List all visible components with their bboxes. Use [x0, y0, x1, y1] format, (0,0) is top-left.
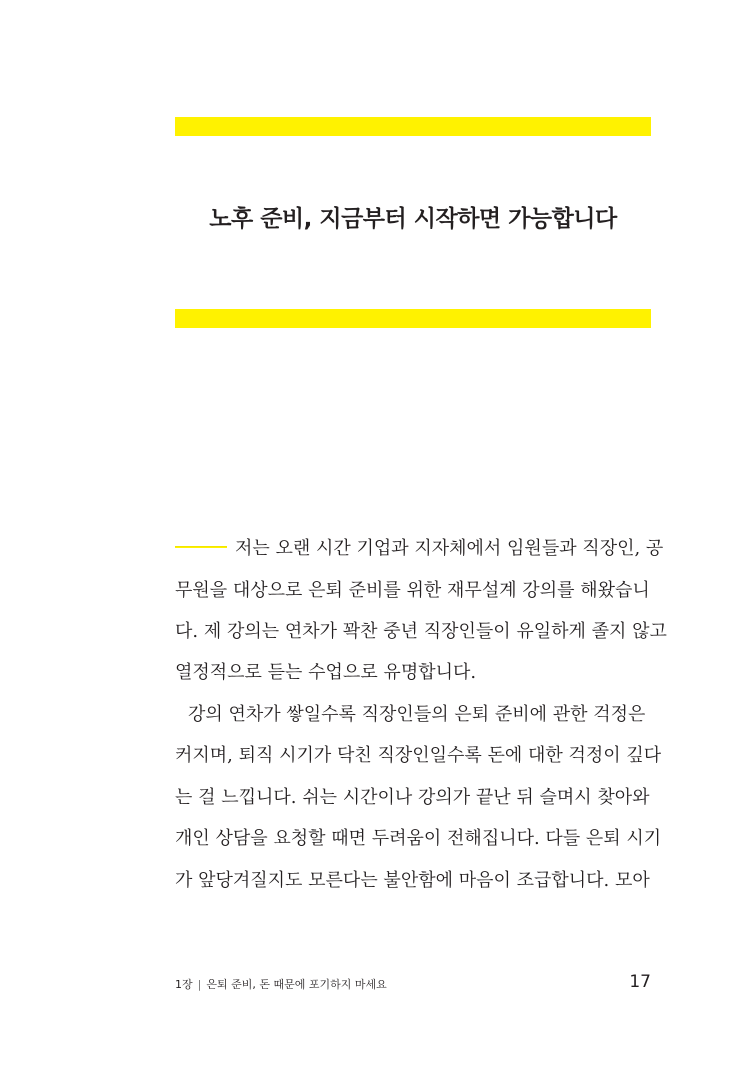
body-line: 가 앞당겨질지도 모른다는 불안함에 마음이 조급합니다. 모아 — [175, 870, 650, 891]
page-footer — [175, 972, 651, 996]
body-line: 개인 상담을 요청할 때면 두려움이 전해집니다. 다들 은퇴 시기 — [175, 828, 662, 849]
highlight-band-bottom — [175, 309, 651, 328]
body-line: 열정적으로 듣는 수업으로 유명합니다. — [175, 662, 477, 683]
chapter-title: 은퇴 준비, 돈 때문에 포기하지 마세요 — [206, 978, 387, 991]
body-line: 강의 연차가 쌓일수록 직장인들의 은퇴 준비에 관한 걱정은 — [188, 704, 646, 725]
body-line: 저는 오랜 시간 기업과 지자체에서 임원들과 직장인, 공 — [175, 536, 663, 562]
running-footer — [175, 976, 387, 992]
chapter-label: 1장 — [175, 978, 193, 991]
page-title: 노후 준비, 지금부터 시작하면 가능합니다 — [209, 206, 617, 232]
page-number: 17 — [629, 972, 651, 992]
body-line: 다. 제 강의는 연차가 꽉찬 중년 직장인들이 유일하게 졸지 않고 — [175, 621, 667, 642]
body-line: 무원을 대상으로 은퇴 준비를 위한 재무설계 강의를 해왔습니 — [175, 580, 650, 601]
body-line: 는 걸 느낍니다. 쉬는 시간이나 강의가 끝난 뒤 슬며시 찾아와 — [175, 787, 650, 808]
highlight-band-top — [175, 117, 651, 136]
em-dash-rule — [175, 546, 227, 548]
footer-separator: | — [197, 978, 202, 991]
body-line: 커지며, 퇴직 시기가 닥친 직장인일수록 돈에 대한 걱정이 깊다 — [175, 745, 662, 766]
